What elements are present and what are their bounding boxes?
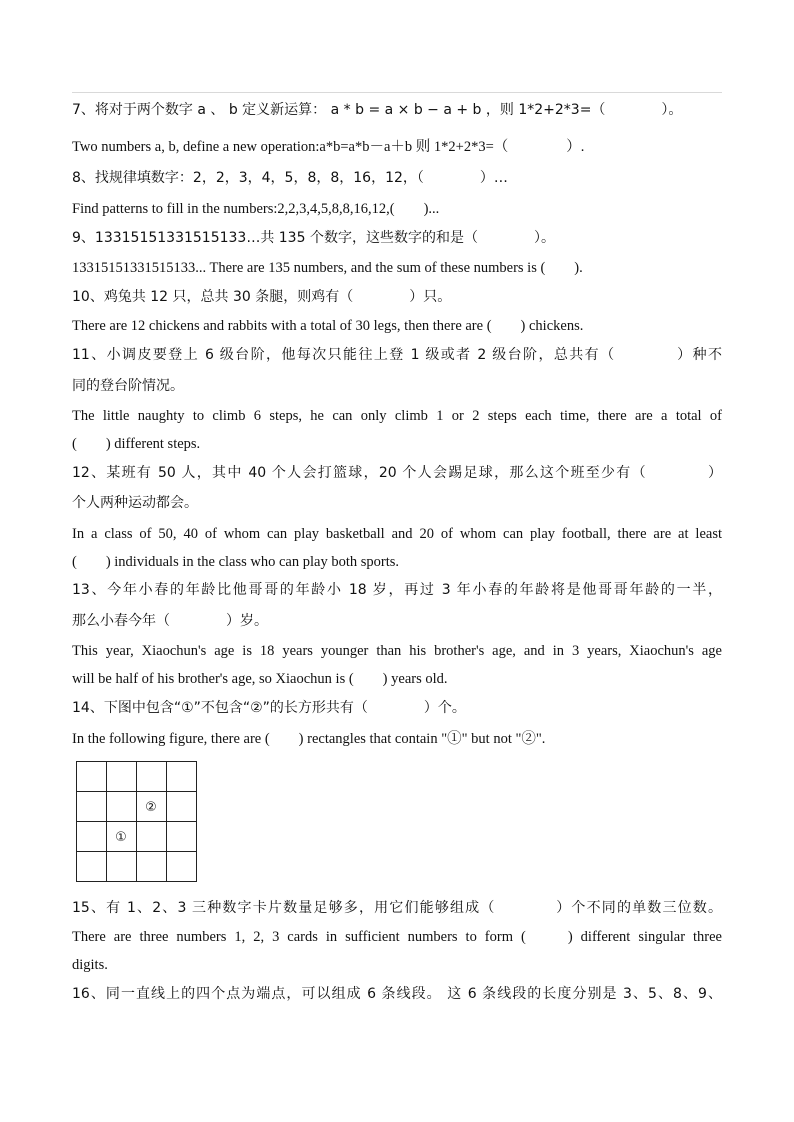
q8-english: Find patterns to fill in the numbers:2,2,3,4,5,8,8,16,12,( )... xyxy=(72,201,440,217)
q10-english: There are 12 chickens and rabbits with a total of 30 legs, then there are ( ) chickens. xyxy=(72,318,584,334)
q15-english-line2: digits. xyxy=(72,957,108,973)
q12-chinese-line1: 12、某班有 50 人，其中 40 个人会打篮球，20 个人会踢足球，那么这个班至少有（ ） xyxy=(72,465,722,481)
q9-english: 13315151331515133... There are 135 numbers, and the sum of these numbers is ( ). xyxy=(72,260,583,276)
q9-chinese: 9、13315151331515133…共 135 个数字，这些数字的和是（ ）。 xyxy=(72,230,555,246)
q11-english-line2: ( ) different steps. xyxy=(72,436,201,452)
q11-chinese-line1: 11、小调皮要登上 6 级台阶，他每次只能往上登 1 级或者 2 级台阶，总共有（ ）种不 xyxy=(72,347,722,363)
q7-chinese: 7、将对于两个数字 a 、 b 定义新运算： a * b = a × b − a + b ，则 1*2+2*3=（ ）。 xyxy=(72,102,683,118)
grid-mark-1: ① xyxy=(115,830,127,845)
rectangle-grid-figure xyxy=(76,761,196,881)
q15-chinese: 15、有 1、2、3 三种数字卡片数量足够多，用它们能够组成（ ）个不同的单数三位数。 xyxy=(72,900,722,916)
q14-chinese: 14、下图中包含“①”不包含“②”的长方形共有（ ）个。 xyxy=(72,700,466,716)
q12-english-line1: In a class of 50, 40 of whom can play basketball and 20 of whom can play football, there are at least xyxy=(72,526,722,542)
q10-chinese: 10、鸡兔共 12 只，总共 30 条腿，则鸡有（ ）只。 xyxy=(72,289,452,305)
q13-english-line1: This year, Xiaochun's age is 18 years younger than his brother's age, and in 3 years, Xiaochun's age xyxy=(72,643,722,659)
q12-chinese-line2: 个人两种运动都会。 xyxy=(72,495,198,511)
q16-chinese: 16、同一直线上的四个点为端点，可以组成 6 条线段。 这 6 条线段的长度分别是 3、5、8、9、 xyxy=(72,986,722,1002)
q14-english: In the following figure, there are ( ) rectangles that contain "①" but not "②". xyxy=(72,731,546,747)
q13-chinese-line2: 那么小春今年（ ）岁。 xyxy=(72,613,268,629)
q15-english-line1: There are three numbers 1, 2, 3 cards in sufficient numbers to form ( ) different singular three xyxy=(72,929,722,945)
q11-english-line1: The little naughty to climb 6 steps, he can only climb 1 or 2 steps each time, there are a total of xyxy=(72,408,722,424)
grid-mark-2: ② xyxy=(145,800,157,815)
q13-english-line2: will be half of his brother's age, so Xiaochun is ( ) years old. xyxy=(72,671,448,687)
q13-chinese-line1: 13、今年小春的年龄比他哥哥的年龄小 18 岁，再过 3 年小春的年龄将是他哥哥年龄的一半， xyxy=(72,582,722,598)
q12-english-line2: ( ) individuals in the class who can play both sports. xyxy=(72,554,400,570)
q11-chinese-line2: 同的登台阶情况。 xyxy=(72,378,184,394)
grid-svg xyxy=(76,761,198,883)
q7-english: Two numbers a, b, define a new operation:a*b=a*b－a＋b 则 1*2+2*3=（ ）. xyxy=(72,139,585,155)
header-divider xyxy=(72,92,722,93)
q8-chinese: 8、找规律填数字：2，2，3，4，5，8，8，16，12，（ ）… xyxy=(72,170,508,186)
